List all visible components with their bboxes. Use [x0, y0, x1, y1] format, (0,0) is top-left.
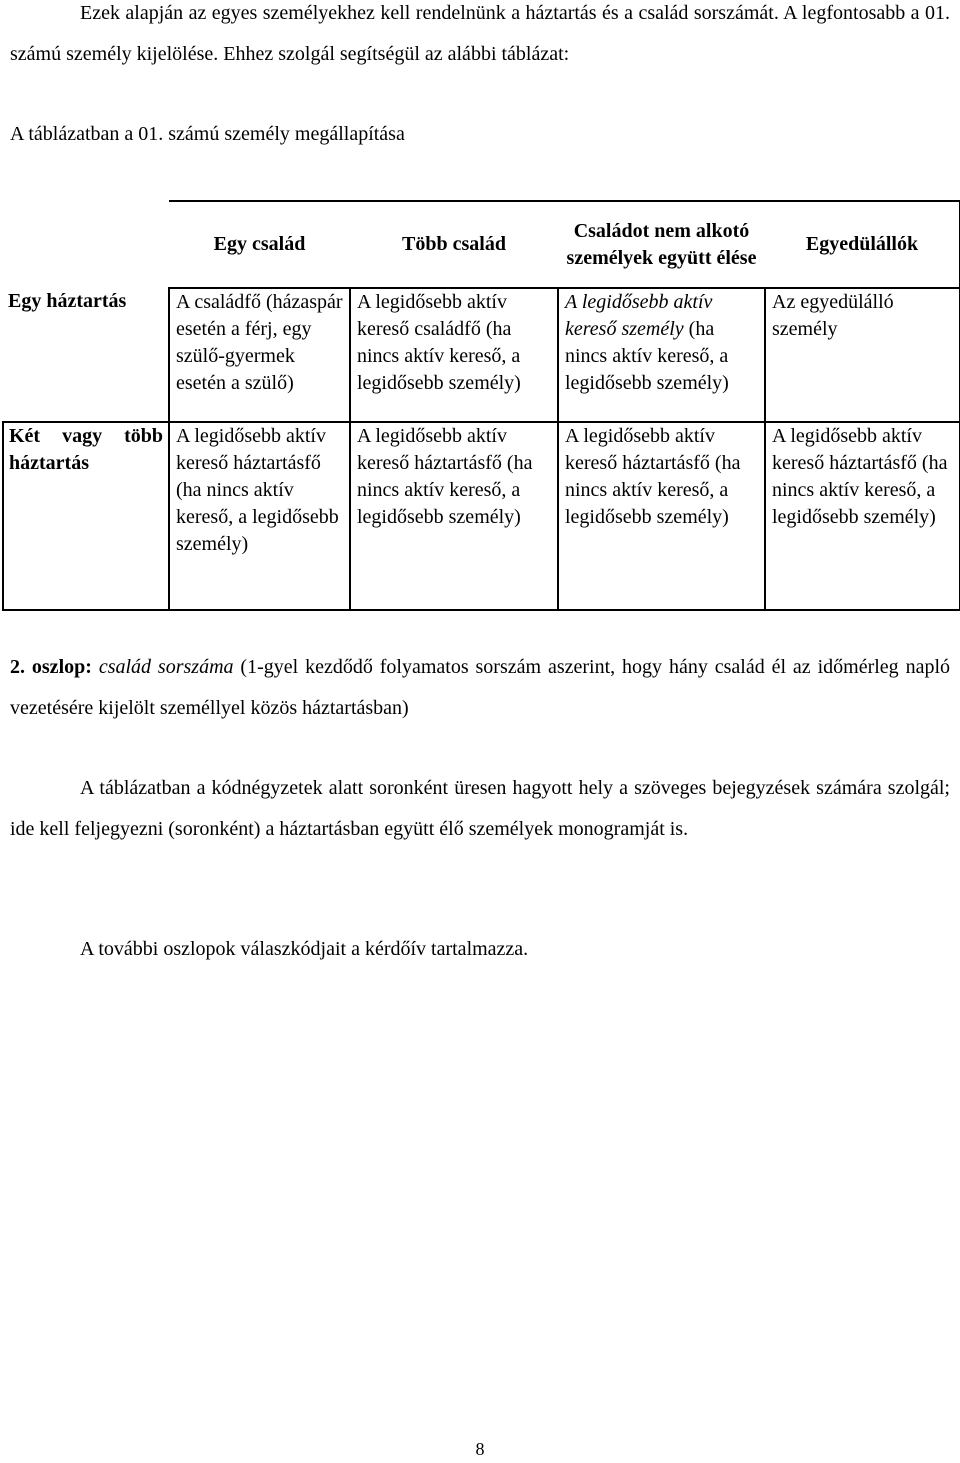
cell-rest-text: (ha nincs aktív kereső, a legidősebb személy) — [565, 318, 729, 394]
intro-paragraph: Ezek alapján az egyes személyekhez kell rendelnünk a háztartás és a család sorszámát. A legfontosabb a 01. számú személy kijelölése. Ehhez szolgál segítségül az alábbi táblázat: — [10, 2, 950, 65]
table-header-row — [3, 201, 960, 288]
header-csaladot-nem-alkoto: Családot nem alkotó személyek együtt élése — [558, 201, 765, 288]
row-label-egy-haztartas: Egy háztartás — [3, 288, 169, 422]
cell-tobb-haztartas-egyedulallok: A legidősebb aktív kereső háztartásfő (ha nincs aktív kereső, a legidősebb személy) — [765, 422, 960, 610]
corner-cell — [3, 201, 169, 288]
cell-egy-haztartas-tobb-csalad: A legidősebb aktív kereső családfő (ha nincs aktív kereső, a legidősebb személy) — [350, 288, 558, 422]
table-row — [3, 288, 960, 422]
column-note — [10, 647, 950, 729]
header-tobb-csalad: Több család — [350, 201, 558, 288]
cell-egy-haztartas-egyedulallok: Az egyedülálló személy — [765, 288, 960, 422]
header-egy-csalad: Egy család — [169, 201, 350, 288]
column-note-label: 2. oszlop: — [10, 656, 92, 678]
row-label-line2: háztartás — [9, 452, 89, 474]
household-table — [2, 200, 960, 611]
column-note-text: (1-gyel kezdődő folyamatos sorszám aszerint, hogy hány család él az időmérleg napló vezetésére kijelölt személlyel közös háztartásban) — [10, 656, 951, 719]
cell-tobb-haztartas-tobb-csalad: A legidősebb aktív kereső háztartásfő (ha nincs aktív kereső, a legidősebb személy) — [350, 422, 558, 610]
cell-italic-text: A legidősebb aktív kereső személy — [565, 291, 713, 340]
cell-tobb-haztartas-nem-csalad: A legidősebb aktív kereső háztartásfő (ha nincs aktív kereső, a legidősebb személy) — [558, 422, 765, 610]
header-egyedulallok: Egyedülállók — [765, 201, 960, 288]
row-label-line1: Két vagy több — [9, 425, 163, 447]
page-number: 8 — [475, 1439, 485, 1459]
note-paragraph: A táblázatban a kódnégyzetek alatt soronként üresen hagyott hely a szöveges bejegyzések számára szolgál; ide kell feljegyezni (soronként) a háztartásban együtt élő személyek monogramját is. — [10, 777, 950, 840]
note-paragraph-2: A további oszlopok válaszkódjait a kérdőív tartalmazza. — [80, 938, 529, 960]
cell-tobb-haztartas-egy-csalad: A legidősebb aktív kereső háztartásfő (ha nincs aktív kereső, a legidősebb személy) — [169, 422, 350, 610]
cell-egy-haztartas-egy-csalad: A családfő (házaspár esetén a férj, egy szülő-gyermek esetén a szülő) — [169, 288, 350, 422]
table-row — [3, 422, 960, 610]
row-label-ket-vagy-tobb — [3, 422, 169, 610]
column-note-term: család sorszáma — [98, 656, 234, 678]
cell-egy-haztartas-nem-csalad — [558, 288, 765, 422]
table-caption: A táblázatban a 01. számú személy megállapítása — [10, 123, 405, 145]
